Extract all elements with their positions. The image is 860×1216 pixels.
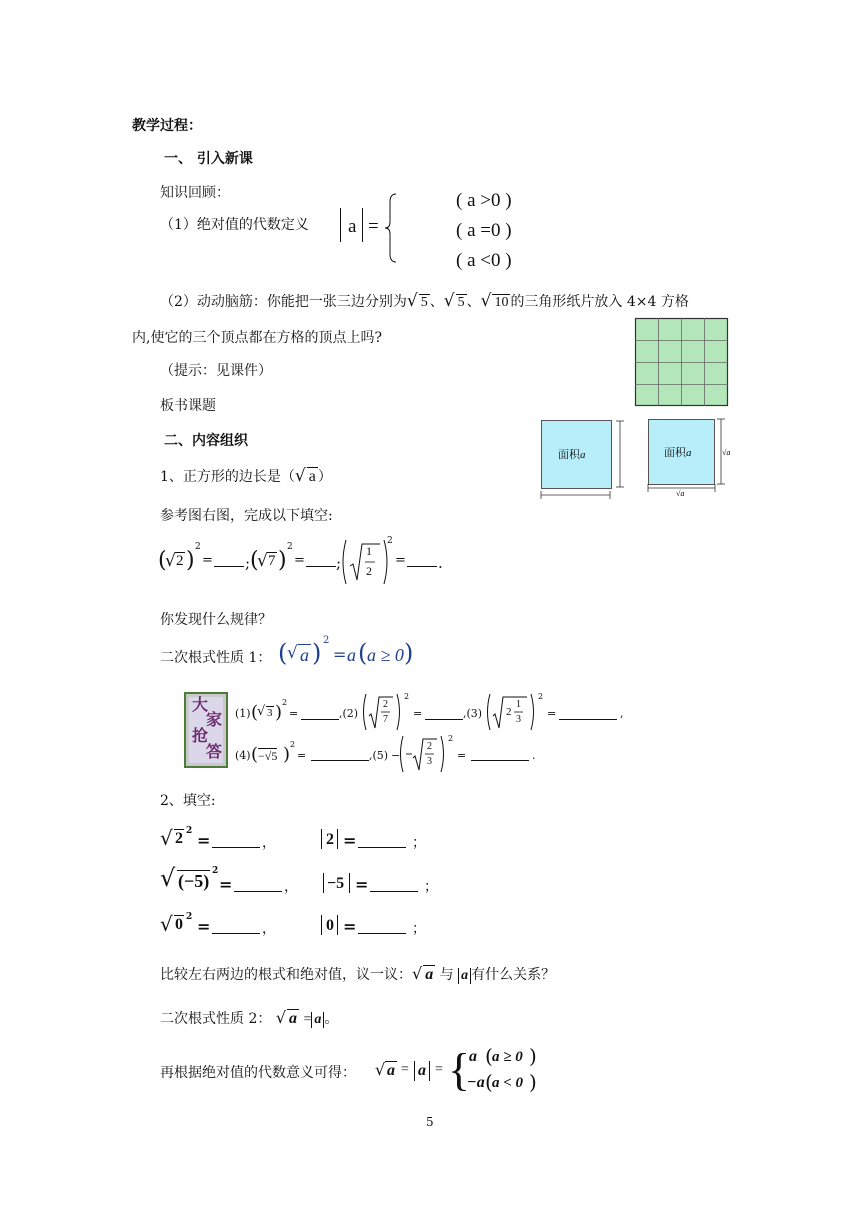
square-right-label: 面积a xyxy=(664,446,692,459)
grid-4x4-figure xyxy=(635,318,728,406)
abs-var: a xyxy=(348,216,357,237)
final-label: 再根据绝对值的代数意义可得： xyxy=(160,1065,356,1081)
radical-5a-icon: √ xyxy=(406,291,418,311)
abs-bar-right xyxy=(362,208,363,242)
review-label: 知识回顾： xyxy=(160,185,230,201)
fill2-row-3: √ 0 2 = ， 0 = ； xyxy=(160,912,426,937)
brace-left-icon: { xyxy=(448,1044,471,1095)
final-piecewise: √ a = a = { a ( a ≥ 0 ) −a ( a < 0 ) xyxy=(375,1046,555,1102)
triangle-question-part1: （2）动动脑筋：你能把一张三边分别为 xyxy=(160,294,407,310)
radical-10-icon: √ xyxy=(480,291,492,311)
fill2-row-2: √ (−5) 2 = ， −5 = ； xyxy=(160,864,438,895)
paren-open-icon: ( xyxy=(158,548,167,573)
triangle-question-line1 xyxy=(160,291,689,311)
quiz-row-2: (4) ( −√5 ) 2 = ,(5) − 2 3 2 = . xyxy=(235,738,555,778)
side-length-question: 1、正方形的边长是（√ a ） xyxy=(160,466,332,486)
page-heading: 教学过程： xyxy=(132,118,202,134)
case-positive: ( a >0 ) xyxy=(456,190,512,211)
square-left-label: 面积a xyxy=(558,448,586,461)
quiz-fraction-radical-5-icon xyxy=(398,734,452,776)
case-negative: ( a <0 ) xyxy=(456,250,512,271)
svg-text:√a: √a xyxy=(676,489,685,498)
property2-line: 二次根式性质 2： √ a = a 。 xyxy=(160,1008,339,1027)
discover-question: 你发现什么规律？ xyxy=(160,612,272,628)
fill2-row-1: √ 2 2 = ， 2 = ； xyxy=(160,826,426,851)
triangle-question-line2: 内,使它的三个顶点都在方格的顶点上吗? xyxy=(132,330,382,346)
section2-title: 二、内容组织 xyxy=(164,433,248,449)
quiz-row-1: (1) ( √ 3 ) 2 = ,(2) 2 7 2 = ,(3) 2 1 3 2 = , xyxy=(235,694,635,734)
badge-char-4: 答 xyxy=(206,742,223,761)
sep-1: 、 xyxy=(429,294,444,310)
square-right-dimension-lines xyxy=(645,418,735,498)
section1-title: 一、 引入新课 xyxy=(164,151,253,167)
abs-equals: = xyxy=(368,216,379,237)
radical-5b-icon: √ xyxy=(443,291,455,311)
abs-bar-left xyxy=(340,208,341,242)
badge-char-3: 抢 xyxy=(192,726,209,745)
case-zero: ( a =0 ) xyxy=(456,220,512,241)
brace-icon xyxy=(384,192,398,264)
quick-answer-badge xyxy=(184,692,228,768)
badge-char-1: 大 xyxy=(192,695,209,714)
abs-definition-label: （1）绝对值的代数定义 xyxy=(160,217,309,233)
hint-text: （提示：见课件） xyxy=(160,363,272,379)
radicand-5b: 5 xyxy=(457,295,465,310)
radicand-5a: 5 xyxy=(420,295,428,310)
compare-question: 比较左右两边的根式和绝对值，议一议：√ a 与 a 有什么关系？ xyxy=(160,964,556,983)
page-number: 5 xyxy=(426,1115,434,1129)
triangle-question-part2: 的三角形纸片放入 4×4 方格 xyxy=(510,294,689,310)
radical-a-icon: √ xyxy=(294,466,306,486)
sep-2: 、 xyxy=(466,294,481,310)
board-topic: 板书课题 xyxy=(160,398,216,414)
square-left-dimension-lines xyxy=(540,420,625,500)
radicand-10: 10 xyxy=(494,295,509,310)
property1-label: 二次根式性质 1： xyxy=(160,650,272,666)
reference-text: 参考图右图，完成以下填空: xyxy=(160,508,333,524)
badge-char-2: 家 xyxy=(206,710,223,729)
quiz-fraction-radical-3-icon xyxy=(485,692,539,734)
svg-text:√a: √a xyxy=(722,448,731,457)
fill2-title: 2、填空: xyxy=(160,793,216,809)
